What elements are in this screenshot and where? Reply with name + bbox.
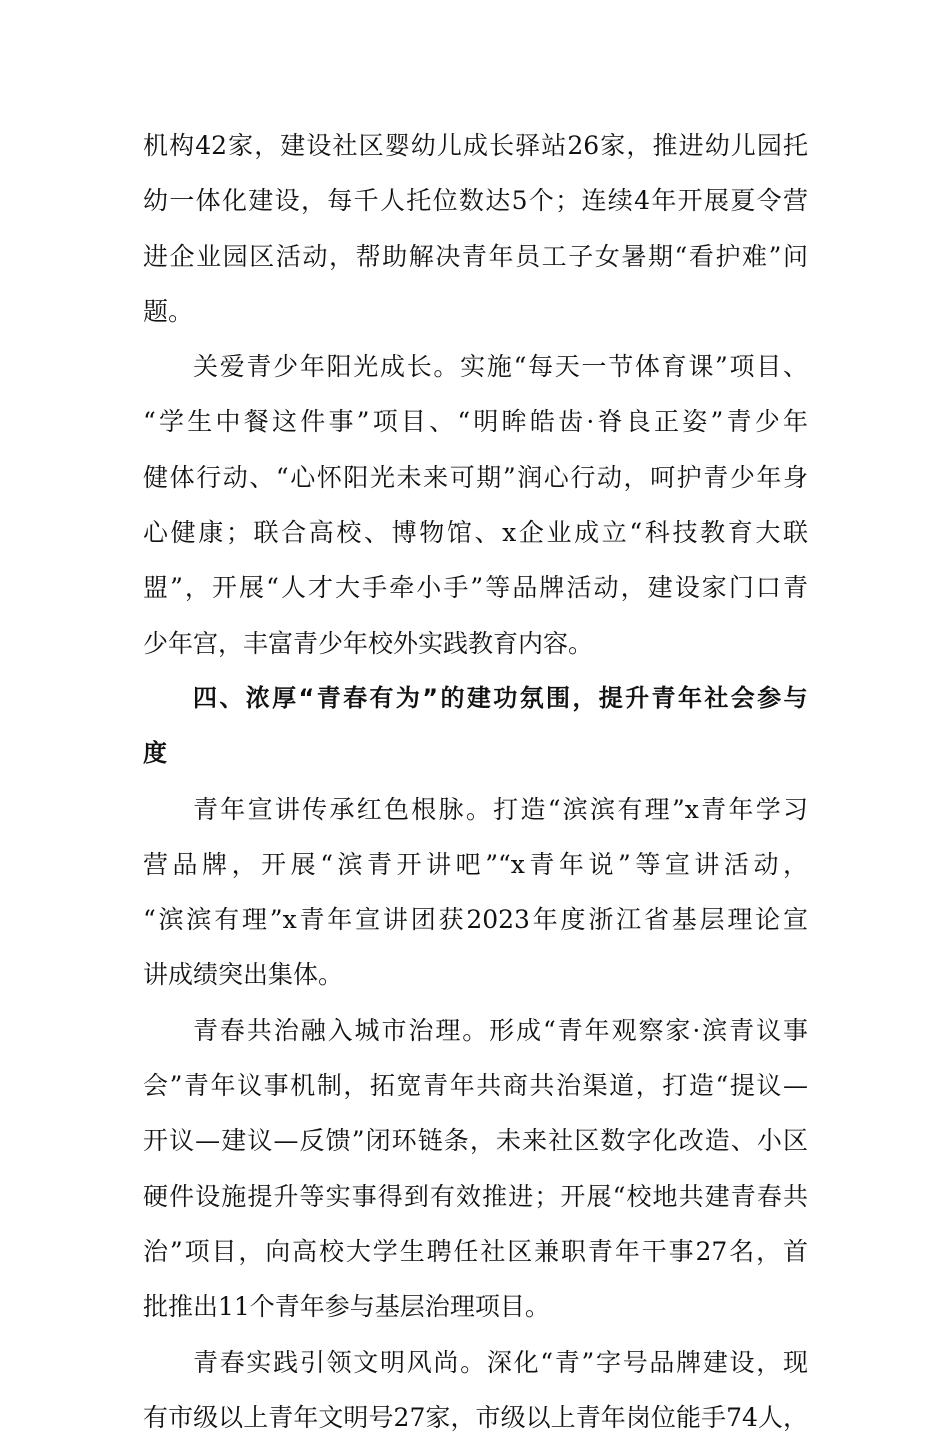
text-line: 有市级以上青年文明号27家，市级以上青年岗位能手74人， xyxy=(143,1402,808,1432)
text-line: 青春共治融入城市治理。形成“青年观察家·滨青议事 xyxy=(193,1015,808,1045)
text-line: 批推出11个青年参与基层治理项目。 xyxy=(143,1292,550,1322)
paragraph-childcare xyxy=(143,118,808,339)
paragraph-civilization xyxy=(143,1335,808,1445)
document-page xyxy=(143,118,808,1445)
paragraph-youth-growth xyxy=(143,339,808,671)
text-line: 盟”，开展“人才大手牵小手”等品牌活动，建设家门口青 xyxy=(143,573,808,603)
heading-line: 度 xyxy=(143,739,168,768)
text-line: 讲成绩突出集体。 xyxy=(143,960,344,990)
text-line: “学生中餐这件事”项目、“明眸皓齿·脊良正姿”青少年 xyxy=(143,407,808,437)
text-line: 开议—建议—反馈”闭环链条，未来社区数字化改造、小区 xyxy=(143,1126,808,1156)
text-line: 幼一体化建设，每千人托位数达5个；连续4年开展夏令营 xyxy=(143,186,808,216)
text-line: 会”青年议事机制，拓宽青年共商共治渠道，打造“提议— xyxy=(143,1071,808,1101)
text-line: 机构42家，建设社区婴幼儿成长驿站26家，推进幼儿园托 xyxy=(143,131,808,160)
text-line: 硬件设施提升等实事得到有效推进；开展“校地共建青春共 xyxy=(143,1181,808,1211)
text-line: 营品牌，开展“滨青开讲吧”“x青年说”等宣讲活动， xyxy=(143,849,808,879)
text-line: 少年宫，丰富青少年校外实践教育内容。 xyxy=(143,628,594,658)
heading-line: 四、浓厚“青春有为”的建功氛围，提升青年社会参与 xyxy=(193,683,808,712)
text-line: “滨滨有理”x青年宣讲团获2023年度浙江省基层理论宣 xyxy=(143,905,808,935)
text-line: 青春实践引领文明风尚。深化“青”字号品牌建设，现 xyxy=(193,1347,808,1377)
paragraph-youth-lecture xyxy=(143,782,808,1003)
paragraph-city-governance xyxy=(143,1003,808,1335)
text-line: 关爱青少年阳光成长。实施“每天一节体育课”项目、 xyxy=(193,352,808,382)
text-line: 进企业园区活动，帮助解决青年员工子女暑期“看护难”问 xyxy=(143,241,808,271)
text-line: 健体行动、“心怀阳光未来可期”润心行动，呵护青少年身 xyxy=(143,462,808,492)
text-line: 题。 xyxy=(143,296,194,326)
section-heading xyxy=(143,671,808,782)
text-line: 心健康；联合高校、博物馆、x企业成立“科技教育大联 xyxy=(143,518,808,548)
text-line: 治”项目，向高校大学生聘任社区兼职青年干事27名，首 xyxy=(143,1236,808,1266)
text-line: 青年宣讲传承红色根脉。打造“滨滨有理”x青年学习 xyxy=(193,794,808,824)
